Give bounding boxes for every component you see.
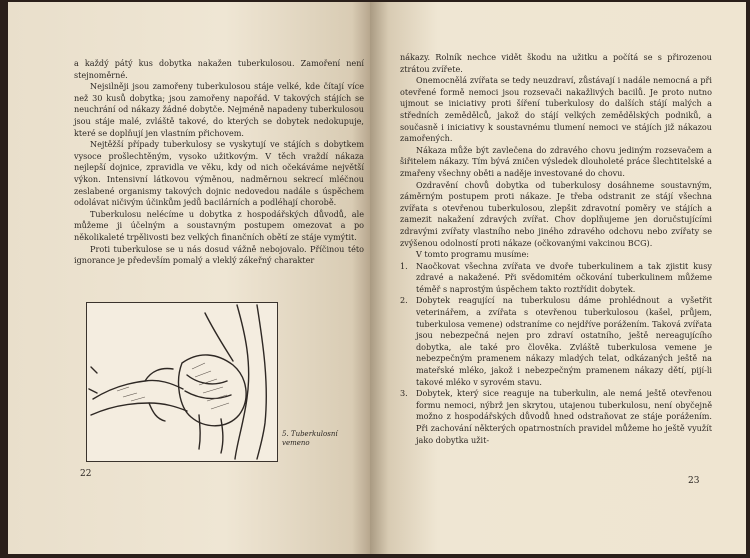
list-text: Dobytek, který sice reaguje na tuberkulin, ale nemá ještě otevřenou formu nemoci, nýbrž jen skrytou, utajenou tuberkulosu, není obyčejně možno z hospodářských důvodů hned odstraňovat ze stáje porážením. Při zachování některých opatrnostních pravidel můžeme ho ještě využít jako dobytka užit- bbox=[416, 388, 712, 445]
list-item bbox=[400, 261, 712, 296]
left-text-column bbox=[74, 58, 364, 267]
list-item bbox=[400, 295, 712, 388]
list-number: 3. bbox=[400, 388, 408, 399]
book-spread bbox=[8, 2, 746, 554]
figure-caption: 5. Tuberkulosní vemeno bbox=[282, 430, 338, 447]
paragraph: Onemocnělá zvířata se tedy neuzdraví, zůstávají i nadále nemocná a při otevřené formě nemoci jsou rozsevači nakažlivých bacilů. Je proto nutno ujmout se iniciativy proti šíření tuberkulosy do dalších stájí malých a středních zemědělců, jakož do stájí velkých zemědělských podniků, a současně i iniciativy k soustavnému tlumení nemoci ve stájích již nákazou zamořených. bbox=[400, 75, 712, 144]
list-text: Naočkovat všechna zvířata ve dvoře tuberkulinem a tak zjistit kusy zdravé a nakažené. Při svědomitém očkování tuberkulinem můžeme téměř s naprostým úspěchem takto roztřídit dobytek. bbox=[416, 260, 712, 294]
udder-drawing-icon bbox=[87, 303, 277, 461]
paragraph: Proti tuberkulose se u nás dosud vážně nebojovalo. Příčinou této ignorance je především pomalý a vleklý zákeřný charakter bbox=[74, 243, 364, 266]
paragraph: Nejsilněji jsou zamořeny tuberkulosou stáje velké, kde čítají více než 30 kusů dobytka; jsou zamořeny napořád. V takových stájích se neuchrání od nákazy žádné dobytče. Nejméně napadeny tuberkulosou jsou stáje malé, zvláště takové, do kterých se dobytek nedokupuje, které se doplňují jen vlastním přichovem. bbox=[74, 81, 364, 138]
program-list bbox=[400, 261, 712, 447]
list-number: 2. bbox=[400, 295, 408, 306]
paragraph: Ozdravění chovů dobytka od tuberkulosy dosáhneme soustavným, záměrným postupem proti nákaze. Je třeba odstranit ze stájí všechna zvířata s otevřenou tuberkulosou, zlepšit zdravotní poměry ve stájích a zamezit nakažení zdravých zvířat. Chov doplňujeme jen doručstujícími zdravými zvířaty vlastního nebo jiného zdravého odchovu nebo zvířaty se zvýšenou odolností proti nákaze (očkovanými vakcinou BCG). bbox=[400, 179, 712, 248]
udder-illustration bbox=[86, 302, 278, 462]
page-number: 23 bbox=[688, 476, 700, 486]
paragraph: V tomto programu musíme: bbox=[416, 249, 529, 260]
right-page bbox=[370, 2, 746, 554]
list-number: 1. bbox=[400, 260, 408, 271]
paragraph: Nejtěžší případy tuberkulosy se vyskytují ve stájích s dobytkem vysoce prošlechtěným, vysoko užitkovým. V těch vraždí nákaza nejlepší dojnice, zpravidla ve věku, kdy od nich očekáváme největší výkon. Intensivní látkovou výměnou, nadměrnou sekrecí mléčnou zeslabené organismy takových dojnic nedovedou nadále s úspěchem odolávat ničivým účinkům jedů bacilárních a podléhají chorobě. bbox=[74, 139, 364, 208]
list-text: Dobytek reagující na tuberkulosu dáme prohlédnout a vyšetřit veterinářem, a zvířata s otevřenou tuberkulosou (kašel, průjem, tuberkulosa vemene) odstraníme co nejdříve porážením. Taková zvířata jsou nebezpečná nejen pro zdraví ostatního, ještě nereagujícího dobytka, ale také pro člověka. Zvláště tuberkulosa vemene je nebezpečným pramenem nákazy mladých telat, odkázaných ještě na mateřské mléko, jakož i nebezpečným pramenem nákazy dětí, pijí-li takové mléko v syrovém stavu. bbox=[416, 295, 712, 387]
paragraph: Tuberkulosu nelécíme u dobytka z hospodářských důvodů, ale můžeme ji účelným a soustavným postupem omezovat a po několikaleté trpělivosti bez velkých finančních obětí ze stáje vymýtit. bbox=[74, 208, 364, 242]
paragraph: a každý pátý kus dobytka nakažen tuberkulosou. Zamoření není stejnoměrné. bbox=[74, 58, 364, 80]
left-page bbox=[8, 2, 370, 554]
paragraph: nákazy. Rolník nechce vidět škodu na užitku a počítá se s přirozenou ztrátou zvířete. bbox=[400, 52, 712, 74]
list-item bbox=[400, 388, 712, 446]
page-number: 22 bbox=[80, 469, 92, 479]
paragraph: Nákaza může být zavlečena do zdravého chovu jediným rozsevačem a šiřitelem nákazy. Tím bývá zničen výsledek dlouholeté práce šlechtitelské a zmařeny všechny oběti a naděje investované do chovu. bbox=[400, 144, 712, 178]
right-text-column bbox=[400, 52, 712, 446]
